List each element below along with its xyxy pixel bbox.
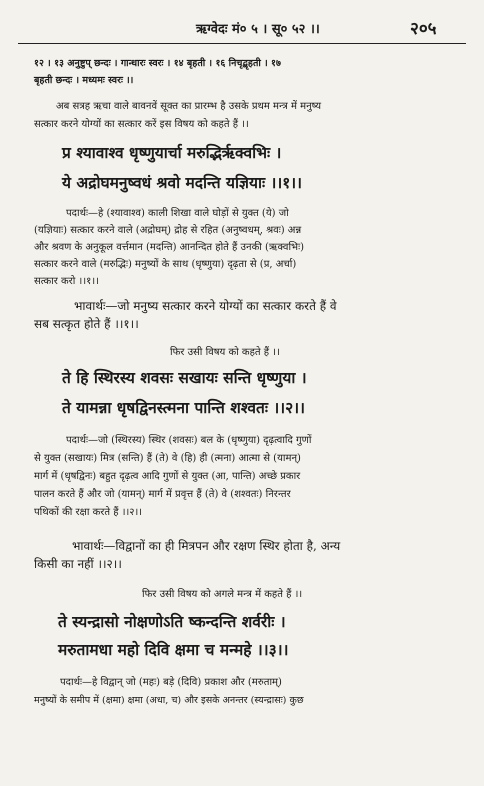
metadata-line: १२ । १३ अनुष्टुप् छन्दः । गान्धारः स्वरः । १४ बृहती । १६ निचृद्बृहती । १७: [34, 58, 281, 69]
padartha-text: पथिकों की रक्षा करते हैं ।।२।।: [34, 507, 143, 518]
bhavartha-text: भावार्थः—विद्वानों का ही मित्रपन और रक्षण स्थिर होता है, अन्य: [72, 539, 341, 553]
bhavartha-text: भावार्थः—जो मनुष्य सत्कार करने योग्यों का सत्कार करते हैं वे: [74, 299, 337, 313]
mantra-line: प्र श्यावाश्व धृष्णुयार्चा मरुद्भिर्ऋक्वभिः ।: [62, 143, 282, 162]
mantra-line: मरुतामधा महो दिवि क्षमा च मन्महे ।।३।।: [58, 640, 289, 659]
padartha-text: पालन करते हैं और जो (यामन्) मार्ग में प्रवृत्त हैं (ते) वे (शश्वतः) निरन्तर: [34, 489, 291, 500]
metadata-line: बृहती छन्दः । मध्यमः स्वरः ।।: [34, 75, 134, 86]
mantra-line: ते हि स्थिरस्य शवसः सखायः सन्ति धृष्णुया ।: [62, 368, 307, 387]
intro-text: सत्कार करने योग्यों का सत्कार करें इस विषय को कहते हैं ।।: [34, 119, 249, 130]
padartha-text: और श्रवण के अनुकूल वर्त्तमान (मदन्ति) आनन्दित होते हैं उनकी (ऋक्वभिः): [34, 242, 305, 253]
mantra-line: ये अद्रोघमनुष्वधं श्रवो मदन्ति यज्ञियाः ।।१।।: [62, 173, 303, 192]
padartha-text: सत्कार करने वाले (मरुद्भिः) मनुष्यों के साथ (धृष्णुया) दृढ़ता से (प्र, अर्चा): [34, 259, 297, 270]
mantra-line: ते यामन्ना धृषद्विनस्त्मना पान्ति शश्वतः ।।२।।: [62, 398, 305, 417]
bhavartha-text: किसी का नहीं ।।२।।: [34, 557, 122, 571]
running-title: ऋग्वेदः मं० ५ । सू० ५२ ।।: [196, 22, 320, 37]
padartha-text: मार्ग में (धृषद्विनः) बहुत दृढ़त्व आदि गुणों से युक्त (आ, पान्ति) अच्छे प्रकार: [34, 471, 301, 482]
padartha-text: पदार्थः—जो (स्थिरस्य) स्थिर (शवसः) बल के (धृष्णुया) दृढ़त्वादि गुणों: [66, 435, 312, 446]
page-number: २०५: [410, 19, 437, 39]
mantra-line: ते स्यन्द्रासो नोक्षणोऽति ष्कन्दन्ति शर्वरीः ।: [58, 612, 286, 631]
header-rule: [18, 43, 466, 44]
bhavartha-text: सब सत्कृत होते हैं ।।१।।: [34, 317, 139, 331]
padartha-text: मनुष्यों के समीप में (क्षमा) क्षमा (अधा, च) और इसके अनन्तर (स्यन्द्रासः) कुछ: [34, 695, 304, 706]
padartha-text: से युक्त (सखायः) मित्र (सन्ति) हैं (ते) वे (हि) ही (त्मना) आत्मा से (यामन्): [34, 453, 301, 464]
padartha-text: पदार्थः—हे (श्यावाश्व) काली शिखा वाले घोड़ों से युक्त (ये) जो: [66, 208, 289, 219]
section-intro: फिर उसी विषय को कहते हैं ।।: [170, 347, 280, 358]
intro-text: अब सत्रह ऋचा वाले बावनवें सूक्त का प्रारम्भ है उसके प्रथम मन्त्र में मनुष्य: [56, 101, 322, 112]
padartha-text: पदार्थः—हे विद्वान् जो (महः) बड़े (दिवि) प्रकाश और (मरुताम्): [60, 677, 282, 688]
padartha-text: (यज्ञियाः) सत्कार करने वाले (अद्रोघम्) द्रोह से रहित (अनुष्वधम्, श्रवः) अन्न: [34, 225, 302, 236]
padartha-text: सत्कार करो ।।१।।: [34, 276, 99, 287]
section-intro: फिर उसी विषय को अगले मन्त्र में कहते हैं ।।: [142, 589, 303, 600]
